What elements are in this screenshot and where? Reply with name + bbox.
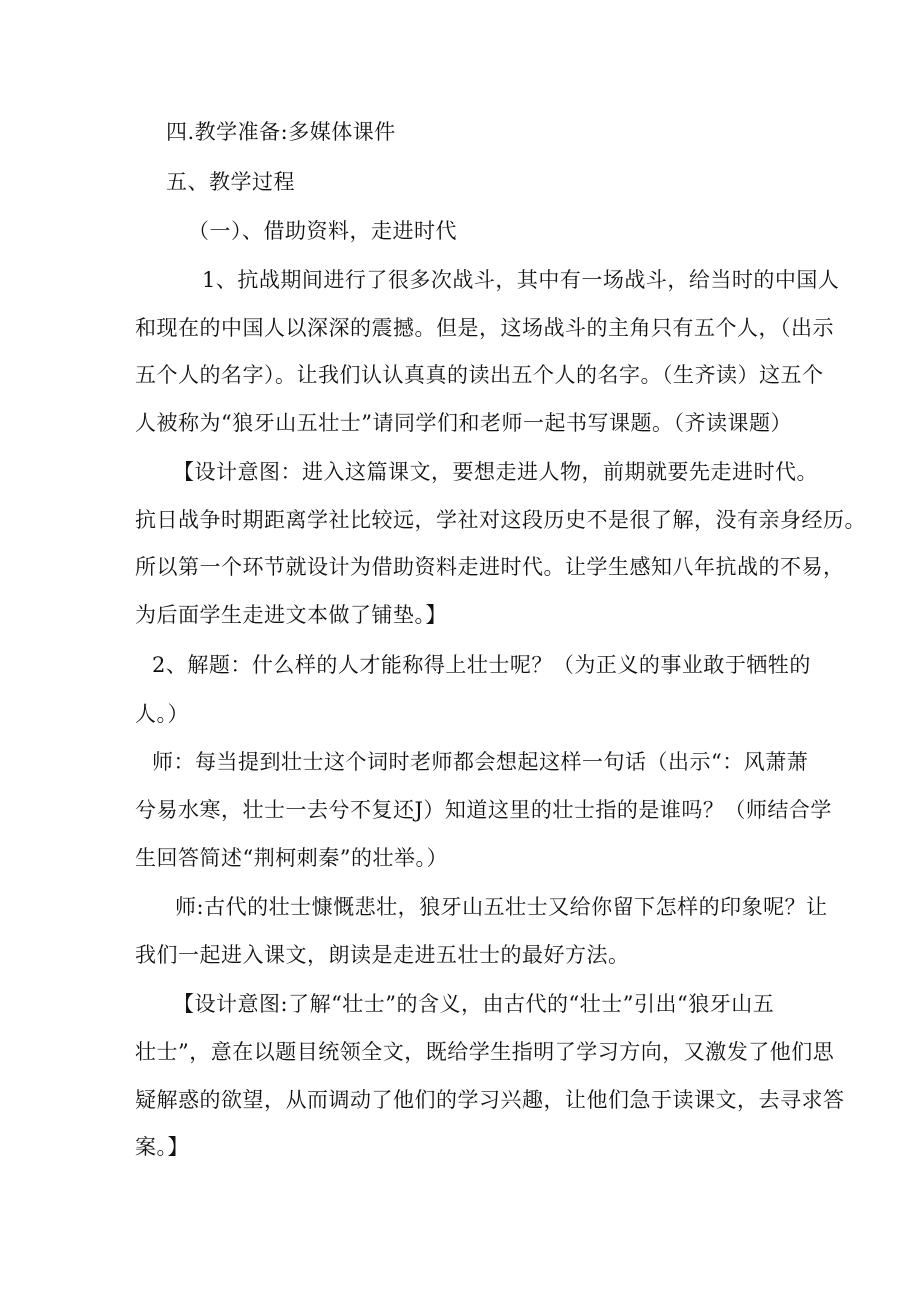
- heading-teaching-process: 五、教学过程: [166, 170, 295, 194]
- paragraph-1-line: 和现在的中国人以深深的震撼。但是，这场战斗的主角只有五个人，（出示: [135, 316, 834, 340]
- paragraph-2-line: 2、解题：什么样的人才能称得上壮士呢？（为正义的事业敢于牺牲的: [152, 653, 811, 677]
- subheading-materials: （一）、借助资料，走进时代: [188, 219, 457, 243]
- paragraph-1-line: 1、抗战期间进行了很多次战斗，其中有一场战斗，给当时的中国人: [202, 268, 840, 292]
- design-intent-2-line: 壮士”，意在以题目统领全文，既给学生指明了学习方向，又激发了他们思: [135, 1040, 835, 1064]
- paragraph-4-line: 我们一起进入课文，朗读是走进五壮士的最好方法。: [135, 943, 630, 967]
- paragraph-3-line: 师：每当提到壮士这个词时老师都会想起这样一句话（出示“：风萧萧: [152, 750, 809, 774]
- design-intent-1-line: 抗日战争时期距离学社比较远，学社对这段历史不是很了解，没有亲身经历。: [135, 508, 866, 532]
- design-intent-1-line: 【设计意图：进入这篇课文，要想走进人物，前期就要先走进时代。: [173, 460, 818, 484]
- paragraph-1-line: 人被称为“狼牙山五壮士”请同学们和老师一起书写课题。（齐读课题）: [135, 411, 792, 435]
- design-intent-1-line: 所以第一个环节就设计为借助资料走进时代。让学生感知八年抗战的不易，: [135, 555, 845, 579]
- heading-teaching-preparation: 四.教学准备:多媒体课件: [166, 120, 396, 144]
- design-intent-2-line: 【设计意图:了解“壮士”的含义，由古代的“壮士”引出“狼牙山五: [173, 992, 775, 1016]
- design-intent-1-line: 为后面学生走进文本做了铺垫。】: [135, 603, 447, 627]
- design-intent-2-line: 案。】: [135, 1135, 189, 1159]
- paragraph-3-line: 生回答简述“荆柯刺秦”的壮举。）: [135, 846, 448, 870]
- paragraph-3-line: 兮易水寒，壮士一去兮不复还J）知道这里的壮士指的是谁吗？（师结合学: [135, 798, 832, 822]
- paragraph-1-line: 五个人的名字）。让我们认认真真的读出五个人的名字。（生齐读）这五个: [135, 363, 824, 387]
- paragraph-4-line: 师:古代的壮士慷慨悲壮，狼牙山五壮士又给你留下怎样的印象呢？让: [175, 895, 828, 919]
- design-intent-2-line: 疑解惑的欲望，从而调动了他们的学习兴趣，让他们急于读课文，去寻求答: [135, 1088, 845, 1112]
- paragraph-2-line: 人。）: [135, 702, 189, 726]
